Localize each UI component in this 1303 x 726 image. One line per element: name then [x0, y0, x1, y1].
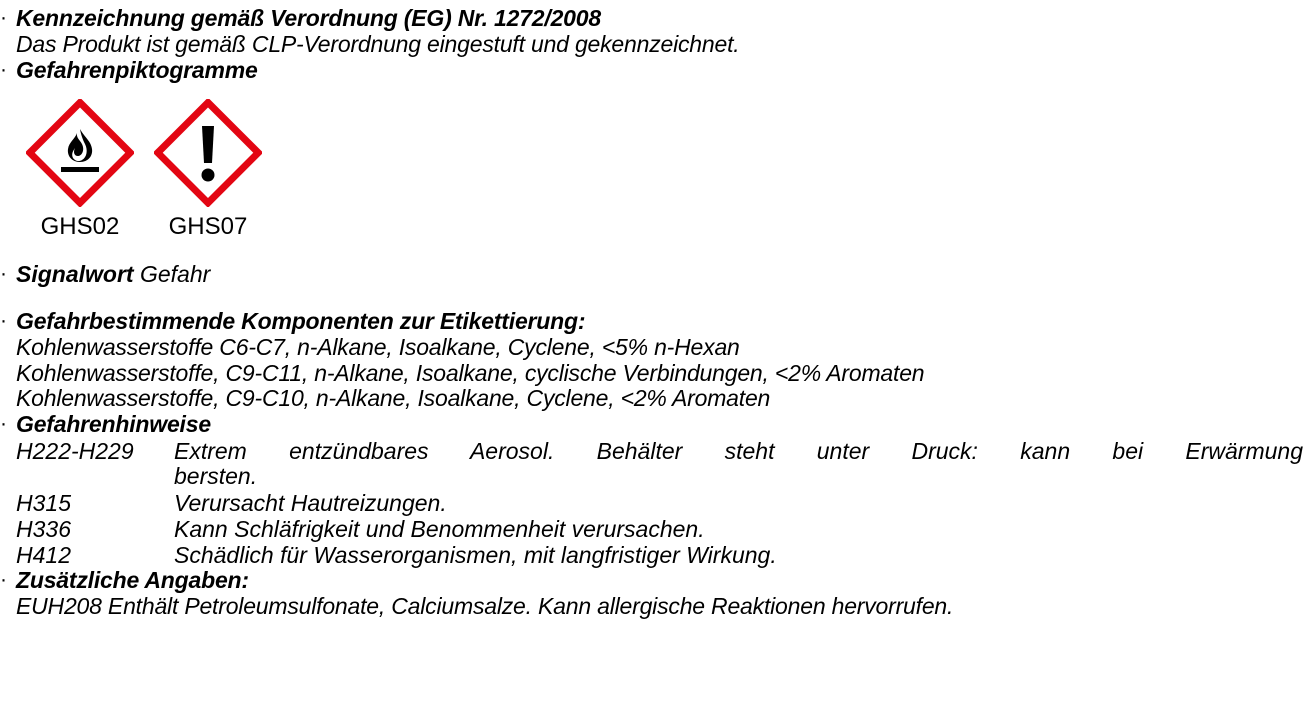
- flame-over-circle-icon: [26, 99, 134, 207]
- hazard-statement-row: [0, 542, 1303, 568]
- section-pictograms-heading-row: [0, 58, 1303, 84]
- bullet-icon: ·: [0, 412, 7, 435]
- bullet-icon: ·: [0, 57, 7, 81]
- pictogram-ghs02-code: GHS02: [40, 213, 120, 241]
- bullet-icon: ·: [0, 262, 7, 286]
- section-additional-heading-row: [0, 568, 1303, 594]
- section-hazards-heading: Gefahrenhinweise: [16, 411, 211, 437]
- hazard-statement-row: [0, 438, 1303, 464]
- hazard-code: H336: [16, 515, 71, 542]
- hazard-text: Schädlich für Wasserorganismen, mit langfristiger Wirkung.: [174, 542, 777, 569]
- exclamation-mark-icon: [154, 99, 262, 207]
- hazard-code: H222-H229: [16, 437, 134, 464]
- component-line: [0, 361, 1303, 387]
- bullet-icon: ·: [0, 309, 7, 332]
- pictogram-ghs07: [154, 99, 262, 241]
- spacer: [0, 288, 1303, 302]
- hazard-text: Kann Schläfrigkeit und Benommenheit verursachen.: [174, 515, 705, 542]
- ghs02-svg: [26, 99, 134, 207]
- hazard-statement-continuation-row: [0, 464, 1303, 490]
- section-signalword-row: [0, 262, 1303, 288]
- spacer: [0, 241, 1303, 255]
- section-labelling-heading-row: [0, 6, 1303, 32]
- component-line: [0, 335, 1303, 361]
- section-components-heading: Gefahrbestimmende Komponenten zur Etikettierung:: [16, 308, 586, 334]
- hazard-text: Verursacht Hautreizungen.: [174, 489, 447, 516]
- section-hazards-heading-row: [0, 412, 1303, 438]
- pictogram-ghs07-code: GHS07: [168, 213, 248, 241]
- hazard-text: Extrem entzündbares Aerosol. Behälter steht unter Druck: kann bei Erwärmung: [174, 437, 1303, 464]
- hazard-statement-row: [0, 490, 1303, 516]
- section-labelling-heading: Kennzeichnung gemäß Verordnung (EG) Nr. 1272/2008: [16, 5, 601, 31]
- pictogram-ghs02: [26, 99, 134, 241]
- ghs07-svg: [154, 99, 262, 207]
- component-line-text: Kohlenwasserstoffe C6-C7, n-Alkane, Isoalkane, Cyclene, <5% n-Hexan: [16, 333, 740, 360]
- signalword-value: Gefahr: [139, 261, 211, 288]
- signalword-label: Signalwort: [16, 261, 134, 288]
- section-pictograms-heading: Gefahrenpiktogramme: [16, 56, 258, 83]
- component-line: [0, 386, 1303, 412]
- section-labelling-body: Das Produkt ist gemäß CLP-Verordnung eingestuft und gekennzeichnet.: [16, 30, 740, 57]
- component-line-text: Kohlenwasserstoffe, C9-C10, n-Alkane, Isoalkane, Cyclene, <2% Aromaten: [16, 385, 771, 412]
- hazard-code: H412: [16, 542, 71, 569]
- section-additional-heading: Zusätzliche Angaben:: [16, 567, 249, 594]
- bullet-icon: ·: [0, 568, 7, 592]
- section-additional-body-row: [0, 594, 1303, 620]
- pictogram-list: [26, 99, 1303, 241]
- hazard-statement-row: [0, 516, 1303, 542]
- section-labelling-body-row: [0, 32, 1303, 58]
- hazard-text-continuation: bersten.: [174, 462, 258, 489]
- section-components-heading-row: [0, 309, 1303, 335]
- component-line-text: Kohlenwasserstoffe, C9-C11, n-Alkane, Isoalkane, cyclische Verbindungen, <2% Aromaten: [16, 359, 925, 386]
- hazard-code: H315: [16, 489, 71, 516]
- section-additional-body: EUH208 Enthält Petroleumsulfonate, Calciumsalze. Kann allergische Reaktionen hervorrufen.: [16, 593, 954, 620]
- bullet-icon: ·: [0, 6, 7, 29]
